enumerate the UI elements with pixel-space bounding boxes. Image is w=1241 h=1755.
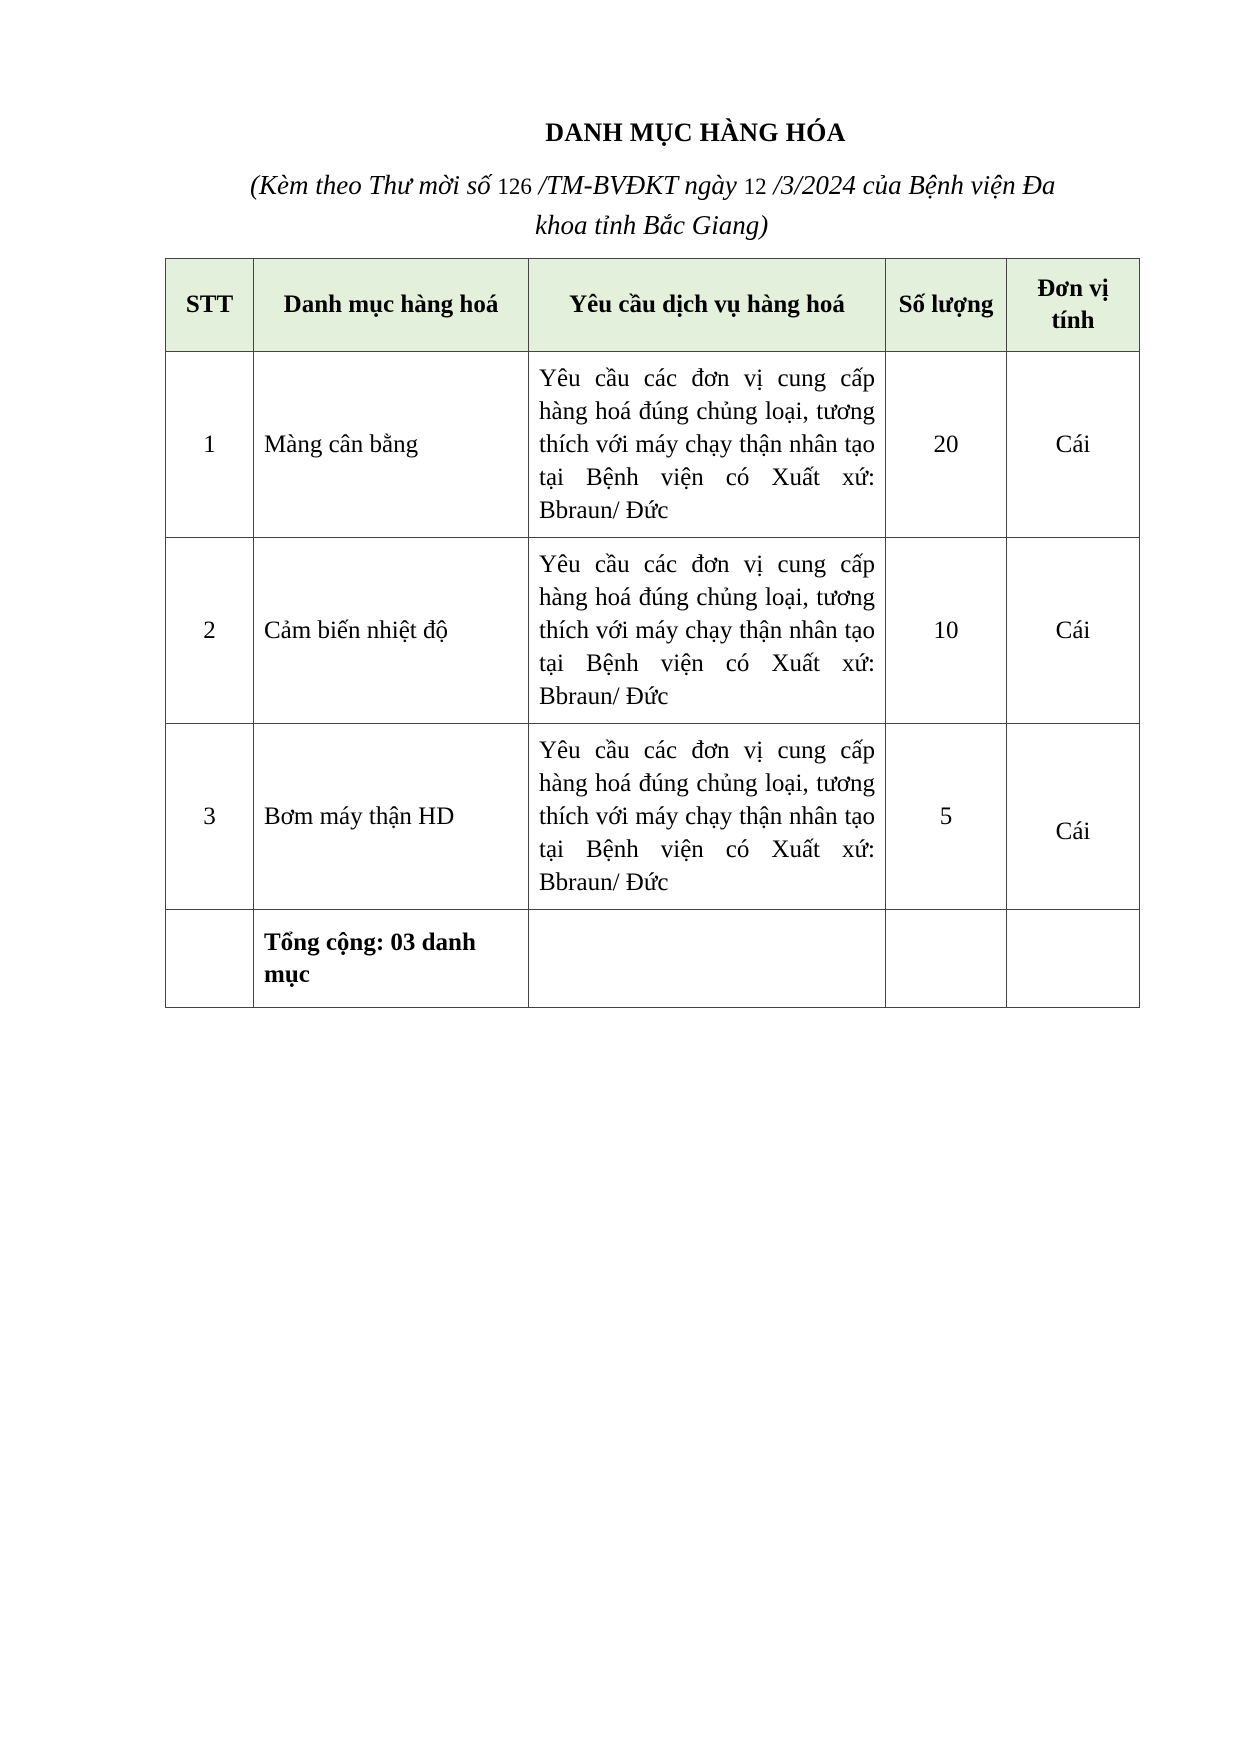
table-row xyxy=(166,724,1140,910)
cell-quantity: 10 xyxy=(886,538,1007,724)
header-quantity: Số lượng xyxy=(886,259,1007,352)
cell-unit xyxy=(1007,724,1140,910)
cell-empty xyxy=(1007,910,1140,1008)
header-stt: STT xyxy=(166,259,254,352)
document-subtitle xyxy=(250,166,1150,244)
cell-name: Cảm biến nhiệt độ xyxy=(254,538,529,724)
cell-quantity: 5 xyxy=(886,724,1007,910)
total-label: Tổng cộng: 03 danh mục xyxy=(254,910,529,1008)
cell-empty xyxy=(886,910,1007,1008)
header-requirement: Yêu cầu dịch vụ hàng hoá xyxy=(529,259,886,352)
letter-day: 12 xyxy=(743,174,767,199)
cell-stt: 3 xyxy=(166,724,254,910)
cell-requirement: Yêu cầu các đơn vị cung cấp hàng hoá đúng chủng loại, tương thích với máy chạy thận nhân tạo tại Bệnh viện có Xuất xứ: Bbraun/ Đức xyxy=(529,352,886,538)
cell-requirement: Yêu cầu các đơn vị cung cấp hàng hoá đúng chủng loại, tương thích với máy chạy thận nhân tạo tại Bệnh viện có Xuất xứ: Bbraun/ Đức xyxy=(529,724,886,910)
cell-unit: Cái xyxy=(1007,352,1140,538)
table-total-row xyxy=(166,910,1140,1008)
subtitle-part1: (Kèm theo Thư mời số xyxy=(250,170,498,200)
cell-stt: 1 xyxy=(166,352,254,538)
table-row xyxy=(166,352,1140,538)
cell-empty xyxy=(166,910,254,1008)
header-unit: Đơn vị tính xyxy=(1007,259,1140,352)
cell-empty xyxy=(529,910,886,1008)
letter-number: 126 xyxy=(497,174,532,199)
subtitle-line2: khoa tỉnh Bắc Giang) xyxy=(535,210,769,240)
header-name: Danh mục hàng hoá xyxy=(254,259,529,352)
cell-unit: Cái xyxy=(1007,538,1140,724)
subtitle-part3: /3/2024 của Bệnh viện Đa xyxy=(766,170,1056,200)
cell-quantity: 20 xyxy=(886,352,1007,538)
goods-table xyxy=(165,258,1140,1008)
cell-name: Bơm máy thận HD xyxy=(254,724,529,910)
document-title: DANH MỤC HÀNG HÓA xyxy=(545,118,846,147)
cell-unit-text: Cái xyxy=(1055,817,1091,845)
table-header-row xyxy=(166,259,1140,352)
subtitle-part2: /TM-BVĐKT ngày xyxy=(531,170,744,200)
cell-stt: 2 xyxy=(166,538,254,724)
cell-name: Màng cân bằng xyxy=(254,352,529,538)
cell-requirement: Yêu cầu các đơn vị cung cấp hàng hoá đúng chủng loại, tương thích với máy chạy thận nhân tạo tại Bệnh viện có Xuất xứ: Bbraun/ Đức xyxy=(529,538,886,724)
table-row xyxy=(166,538,1140,724)
